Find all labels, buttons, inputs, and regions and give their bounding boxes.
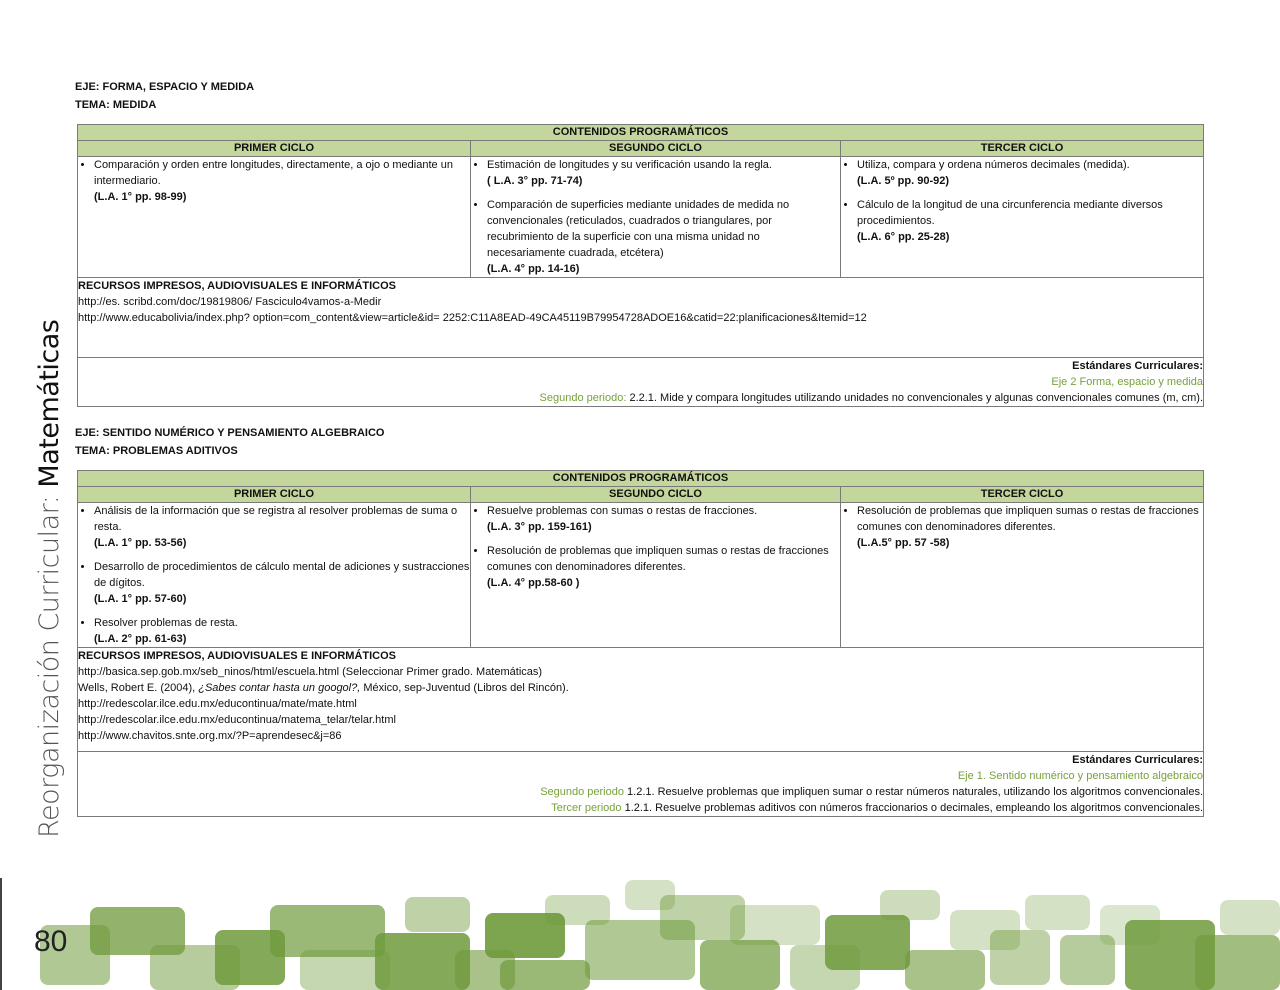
list-item <box>487 543 840 591</box>
page-number: 80 <box>34 925 68 958</box>
content-text: Comparación de superficies mediante unidades de medida no convencionales (reticulados, cuadrados o triangulares, por recubrimiento de la superficie con una misma unidad no necesariamente cuadrada, etcétera) <box>487 199 790 259</box>
estandares-eje: Eje 1. Sentido numérico y pensamiento algebraico <box>957 770 1204 782</box>
content-text: Cálculo de la longitud de una circunferencia mediante diversos procedimientos. <box>857 199 1163 227</box>
book-reference: (L.A.5° pp. 57 -58) <box>857 537 950 549</box>
sidebar-title-strong: Matemáticas <box>34 319 65 488</box>
book-reference: (L.A. 1° pp. 98-99) <box>94 191 187 203</box>
section1-table <box>77 124 1204 407</box>
section2-tema: TEMA: PROBLEMAS ADITIVOS <box>75 445 238 457</box>
periodo-label: Segundo periodo: <box>539 392 627 404</box>
book-reference: (L.A. 4° pp.58-60 ) <box>487 577 580 589</box>
primer-ciclo-cell <box>78 157 471 278</box>
section2-table <box>77 470 1204 817</box>
recursos-cell <box>78 278 1204 358</box>
column-header-segundo: SEGUNDO CICLO <box>471 487 841 503</box>
resource-link[interactable]: http://es. scribd.com/doc/19819806/ Fasciculo4vamos-a-Medir <box>78 296 382 308</box>
section2-table-title: CONTENIDOS PROGRAMÁTICOS <box>78 471 1204 487</box>
resource-link[interactable]: http://basica.sep.gob.mx/seb_ninos/html/escuela.html (Seleccionar Primer grado. Matemáticas) <box>78 666 543 678</box>
column-header-primer: PRIMER CICLO <box>78 487 471 503</box>
estandares-title: Estándares Curriculares: <box>1072 754 1204 766</box>
list-item <box>857 197 1203 245</box>
list-item <box>857 157 1203 189</box>
content-text: Resolución de problemas que impliquen sumas o restas de fracciones comunes con denominadores diferentes. <box>857 505 1199 533</box>
decorative-green-blocks <box>0 875 1280 990</box>
column-header-segundo: SEGUNDO CICLO <box>471 141 841 157</box>
recursos-title: RECURSOS IMPRESOS, AUDIOVISUALES E INFORMÁTICOS <box>78 650 397 662</box>
estandar-line <box>78 784 1203 800</box>
list-item <box>94 559 470 607</box>
resource-link[interactable]: http://redescolar.ilce.edu.mx/educontinua/mate/mate.html <box>78 698 357 710</box>
estandares-cell <box>78 358 1204 407</box>
resource-link[interactable]: http://www.educabolivia/index.php? option=com_content&view=article&id= 2252:C11A8EAD-49CA45119B79954728ADOE16&catid=22:planificaciones&Itemid=12 <box>78 312 867 324</box>
list-item <box>94 615 470 647</box>
book-reference: (L.A. 4° pp. 14-16) <box>487 263 580 275</box>
content-text: Estimación de longitudes y su verificación usando la regla. <box>487 159 772 171</box>
list-item <box>94 157 470 205</box>
citation-title: ¿Sabes contar hasta un googol?, <box>198 682 361 694</box>
tercer-ciclo-cell <box>841 503 1204 648</box>
book-reference: (L.A. 3° pp. 159-161) <box>487 521 592 533</box>
content-text: Utiliza, compara y ordena números decimales (medida). <box>857 159 1130 171</box>
list-item <box>94 503 470 551</box>
estandares-eje: Eje 2 Forma, espacio y medida <box>1051 376 1204 388</box>
book-reference: (L.A. 5º pp. 90-92) <box>857 175 950 187</box>
column-header-tercer: TERCER CICLO <box>841 487 1204 503</box>
book-reference: (L.A. 1° pp. 53-56) <box>94 537 187 549</box>
estandares-title: Estándares Curriculares: <box>1072 360 1204 372</box>
estandar-text: 2.2.1. Mide y compara longitudes utilizando unidades no convencionales y algunas convencionales comunes (m, cm). <box>626 392 1204 404</box>
book-reference: (L.A. 2° pp. 61-63) <box>94 633 187 645</box>
section1-tema: TEMA: MEDIDA <box>75 99 157 111</box>
section2-eje: EJE: SENTIDO NUMÉRICO Y PENSAMIENTO ALGEBRAICO <box>75 427 385 439</box>
list-item <box>487 503 840 535</box>
list-item <box>857 503 1203 551</box>
list-item <box>487 197 840 277</box>
book-reference: (L.A. 6° pp. 25-28) <box>857 231 950 243</box>
estandar-text: 1.2.1. Resuelve problemas que impliquen sumar o restar números naturales, utilizando los algoritmos convencionales. <box>623 786 1204 798</box>
sidebar-title-light: Reorganización Curricular: <box>34 487 65 838</box>
estandar-line <box>78 800 1203 816</box>
tercer-ciclo-cell <box>841 157 1204 278</box>
segundo-ciclo-cell <box>471 157 841 278</box>
resource-citation <box>78 680 1203 696</box>
list-item <box>487 157 840 189</box>
segundo-ciclo-cell <box>471 503 841 648</box>
periodo-label: Tercer periodo <box>551 802 622 814</box>
estandares-cell <box>78 752 1204 817</box>
section1-table-title: CONTENIDOS PROGRAMÁTICOS <box>78 125 1204 141</box>
book-reference: ( L.A. 3° pp. 71-74) <box>487 175 583 187</box>
content-text: Análisis de la información que se registra al resolver problemas de suma o resta. <box>94 505 458 533</box>
column-header-primer: PRIMER CICLO <box>78 141 471 157</box>
book-reference: (L.A. 1° pp. 57-60) <box>94 593 187 605</box>
citation-publisher: México, sep-Juventud (Libros del Rincón). <box>360 682 569 694</box>
citation-author: Wells, Robert E. (2004), <box>78 682 199 694</box>
content-text: Resuelve problemas con sumas o restas de fracciones. <box>487 505 758 517</box>
recursos-cell <box>78 648 1204 752</box>
estandar-line <box>78 390 1203 406</box>
periodo-label: Segundo periodo <box>540 786 624 798</box>
recursos-title: RECURSOS IMPRESOS, AUDIOVISUALES E INFORMÁTICOS <box>78 280 397 292</box>
content-text: Resolución de problemas que impliquen sumas o restas de fracciones comunes con denominadores diferentes. <box>487 545 829 573</box>
sidebar-title <box>30 319 70 838</box>
resource-link[interactable]: http://www.chavitos.snte.org.mx/?P=aprendesec&j=86 <box>78 730 342 742</box>
content-text: Resolver problemas de resta. <box>94 617 238 629</box>
estandar-text: 1.2.1. Resuelve problemas aditivos con números fraccionarios o decimales, empleando los algoritmos convencionales. <box>621 802 1204 814</box>
primer-ciclo-cell <box>78 503 471 648</box>
content-text: Desarrollo de procedimientos de cálculo mental de adiciones y sustracciones de dígitos. <box>94 561 470 589</box>
content-text: Comparación y orden entre longitudes, directamente, a ojo o mediante un intermediario. <box>94 159 453 187</box>
column-header-tercer: TERCER CICLO <box>841 141 1204 157</box>
resource-link[interactable]: http://redescolar.ilce.edu.mx/educontinua/matema_telar/telar.html <box>78 714 396 726</box>
page-edge-line <box>0 878 2 990</box>
section1-eje: EJE: FORMA, ESPACIO Y MEDIDA <box>75 81 255 93</box>
